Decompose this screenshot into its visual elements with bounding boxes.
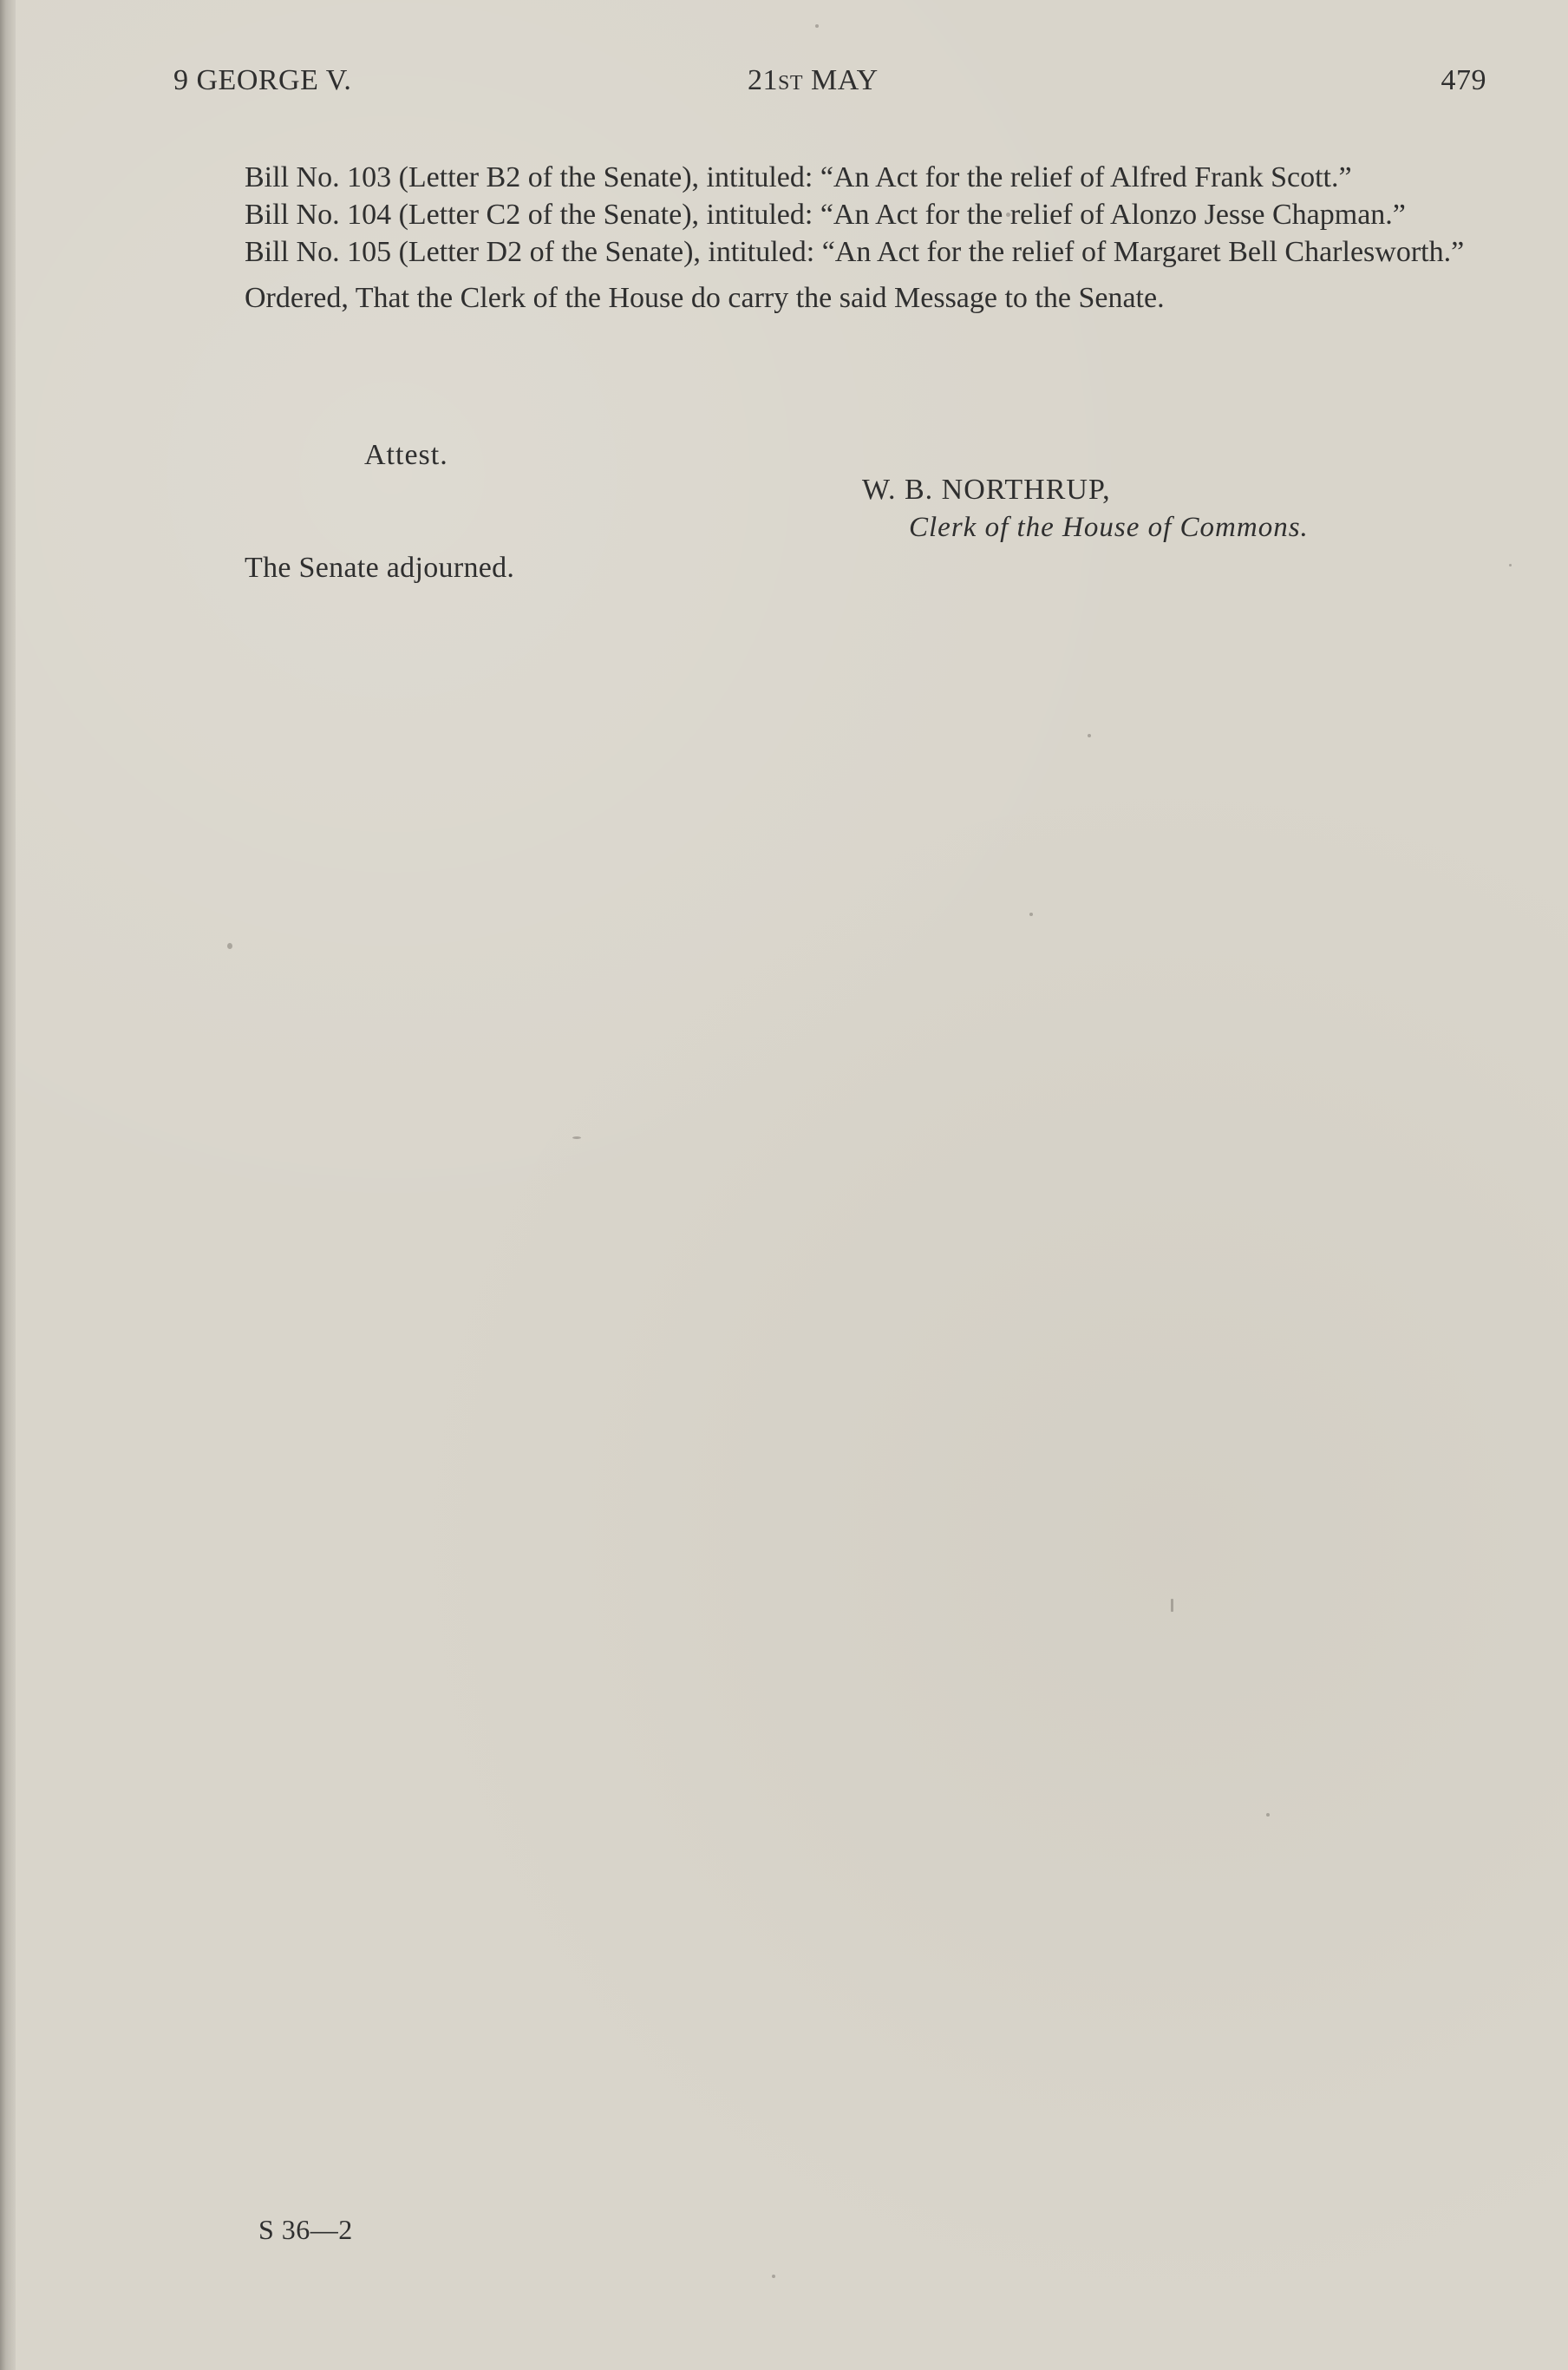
page-header bbox=[173, 64, 1486, 108]
footer-reference: S 36—2 bbox=[258, 2214, 353, 2245]
bill-103-paragraph: Bill No. 103 (Letter B2 of the Senate), intituled: “An Act for the relief of Alfred Frank Scott.” bbox=[245, 161, 1352, 193]
session-date bbox=[748, 64, 879, 97]
order-paragraph: Ordered, That the Clerk of the House do carry the said Message to the Senate. bbox=[245, 282, 1165, 314]
paper-speck bbox=[1006, 213, 1010, 217]
paper-speck bbox=[1509, 564, 1512, 566]
paper-speck bbox=[1171, 1599, 1173, 1612]
journal-body bbox=[175, 159, 1483, 317]
attest-label: Attest. bbox=[364, 439, 448, 471]
regnal-year: 9 GEORGE V. bbox=[173, 64, 352, 96]
clerk-title: Clerk of the House of Commons. bbox=[909, 512, 1309, 543]
bill-105-paragraph: Bill No. 105 (Letter D2 of the Senate), intituled: “An Act for the relief of Margaret Bell Charlesworth.” bbox=[245, 236, 1465, 268]
bill-104-paragraph: Bill No. 104 (Letter C2 of the Senate), intituled: “An Act for the relief of Alonzo Jesse Chapman.” bbox=[245, 199, 1406, 231]
paper-speck bbox=[815, 24, 819, 28]
paper-speck bbox=[772, 2275, 775, 2278]
clerk-name: W. B. NORTHRUP, bbox=[862, 474, 1111, 506]
date-ordinal-suffix: st bbox=[778, 64, 804, 96]
date-day: 21 bbox=[748, 64, 778, 96]
paper-speck bbox=[1088, 734, 1091, 737]
book-spine-shadow bbox=[0, 0, 16, 2370]
adjournment-note: The Senate adjourned. bbox=[245, 552, 515, 584]
paper-speck bbox=[1266, 1813, 1270, 1817]
paper-speck bbox=[1029, 913, 1033, 916]
page-number: 479 bbox=[1441, 64, 1486, 96]
paper-speck bbox=[572, 1136, 581, 1139]
date-month: MAY bbox=[811, 64, 879, 96]
paper-speck bbox=[227, 943, 232, 949]
